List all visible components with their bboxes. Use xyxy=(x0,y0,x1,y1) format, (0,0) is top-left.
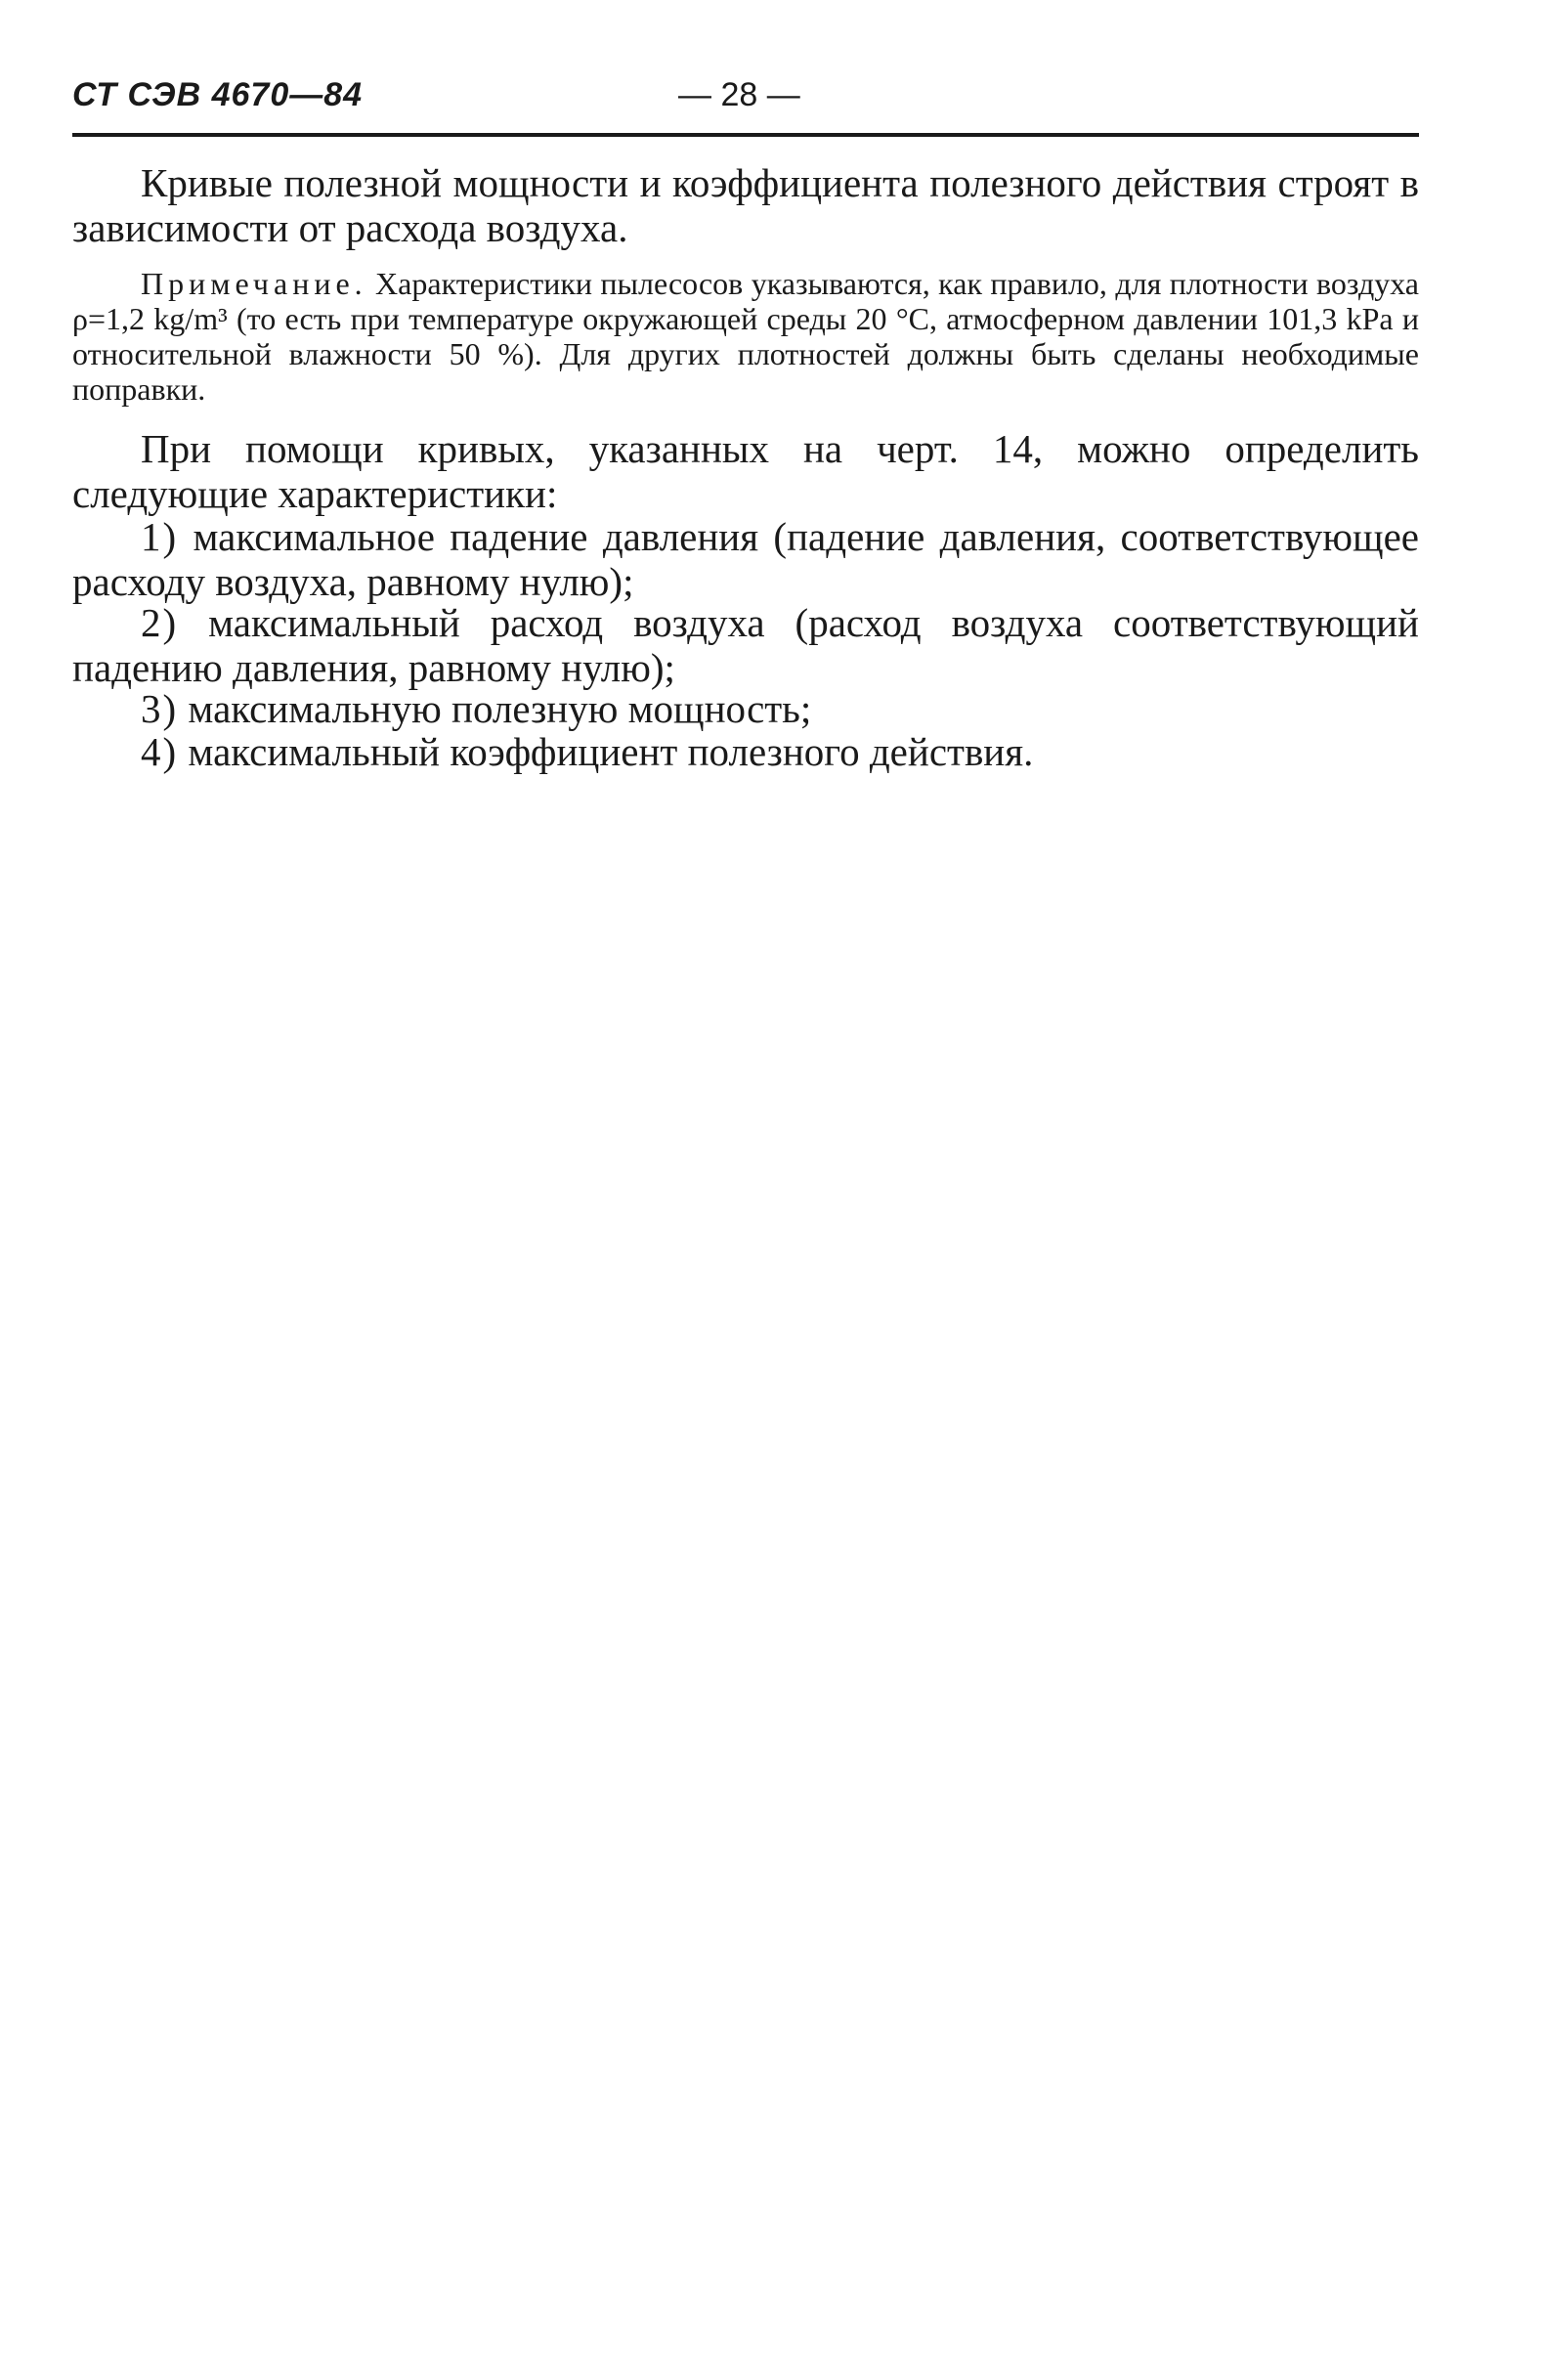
header-rule xyxy=(72,133,1419,137)
note-text: Характеристики пылесосов указываются, как правило, для плотности воздуха ρ=1,2 kg/m³ (то есть при температуре окружающей среды 20 °С, атмосферном давлении 101,3 kPa и относительной влажности 50 %). Для других плотностей должны быть сделаны необходимые поправки. xyxy=(72,266,1420,407)
paragraph-curves: Кривые полезной мощности и коэффициента полезного действия строят в зависимости от расхода воздуха. xyxy=(72,160,1419,250)
list-item-number: 2) xyxy=(141,600,179,645)
note-label: Примечание. xyxy=(141,266,367,301)
paragraph-characteristics: При помощи кривых, указанных на черт. 14, можно определить следующие характеристики: xyxy=(72,426,1419,516)
list-item xyxy=(72,514,1419,604)
list-item-text: максимальное падение давления (падение давления, соответствующее расходу воздуха, равному нулю); xyxy=(72,514,1419,604)
page-header xyxy=(72,76,1419,127)
list-item-text: максимальную полезную мощность; xyxy=(188,686,812,731)
list-item xyxy=(72,600,1419,690)
list-item-number: 3) xyxy=(141,686,179,731)
note-block xyxy=(72,266,1419,407)
page-number: — 28 — xyxy=(678,76,800,113)
list-item xyxy=(72,686,1419,731)
list-item-text: максимальный коэффициент полезного действия. xyxy=(188,729,1034,774)
list-item-number: 4) xyxy=(141,729,179,774)
list-item-text: максимальный расход воздуха (расход воздуха соответствующий падению давления, равному нулю); xyxy=(72,600,1420,690)
list-item xyxy=(72,729,1419,774)
list-item-number: 1) xyxy=(141,514,179,559)
standard-code: СТ СЭВ 4670—84 xyxy=(72,76,364,113)
